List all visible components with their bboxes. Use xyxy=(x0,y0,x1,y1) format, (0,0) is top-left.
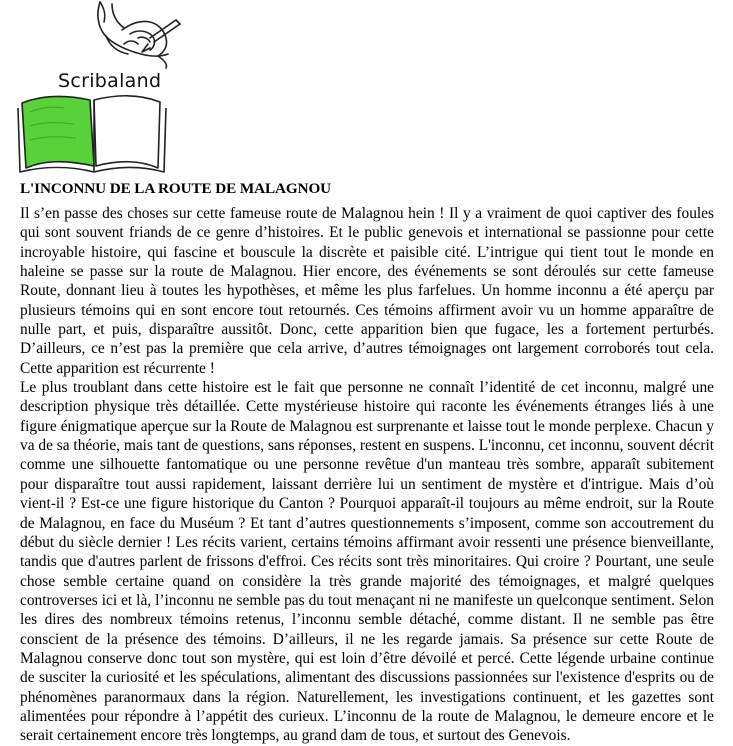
logo-text: Scribaland xyxy=(58,70,162,92)
paragraph-1: Il s’en passe des choses sur cette fameuse route de Malagnou hein ! Il y a vraiment de quoi captiver des foules qui sont souvent friands de ce genre d’histoires. Et le public genevois et international se passionne pour cette incroyable histoire, qui fascine et bouscule la discrète et paisible cité. L’intrigue qui tient tout le monde en haleine se passe sur la route de Malagnou. Hier encore, des événements se sont déroulés sur cette fameuse Route, donnant lieu à toutes les hypothèses, et même les plus farfelues. Un homme inconnu a été aperçu par plusieurs témoins qui en sont encore tout retournés. Ces témoins affirment avoir vu un homme apparaître de nulle part, et puis, disparaître aussitôt. Donc, cette apparition bien que fugace, les a fortement perturbés. D’ailleurs, ce n’est pas la première que cela arrive, d’autres témoignages ont largement corroborés tout cela. Cette apparition est récurrente ! xyxy=(20,205,714,377)
article-title: L'INCONNU DE LA ROUTE DE MALAGNOU xyxy=(20,180,332,197)
paragraph-2: Le plus troublant dans cette histoire est le fait que personne ne connaît l’identité de cet inconnu, malgré une description physique très détaillée. Cette mystérieuse histoire qui raconte les événements étranges liés à une figure énigmatique aperçue sur la Route de Malagnou est surprenante et laisse tout le monde perplexe. Chacun y va de sa théorie, mais tant de questions, sans réponses, restent en suspens. L'inconnu, cet inconnu, souvent décrit comme une silhouette fantomatique ou une personne revêtue d'un manteau très sombre, apparaît subitement pour disparaître tout aussi rapidement, laissant derrière lui un sentiment de mystère et d'intrigue. Mais d’où vient-il ? Est-ce une figure historique du Canton ? Pourquoi apparaît-il toujours au même endroit, sur la Route de Malagnou, en face du Muséum ? Et tant d’autres questionnements s’imposent, comme son accoutrement du début du siècle dernier ! Les récits varient, certains témoins affirmant avoir ressenti une présence bienveillante, tandis que d'autres parlent de frissons d'effroi. Ces récits sont très minoritaires. Qui croire ? Pourtant, une seule chose semble certaine quand on considère la très grande majorité des témoignages, et malgré quelques controverses ici et là, l’inconnu ne semble pas du tout menaçant ni ne manifeste un quelconque sentiment. Selon les dires des nombreux témoins retenus, l’inconnu semble détaché, comme distant. Il ne semble pas être conscient de la présence des témoins. D’ailleurs, il ne les regarde jamais. Sa présence sur cette Route de Malagnou conserve donc tout son mystère, qui est loin d’être dévoilé et percé. Cette légende urbaine continue de susciter la curiosité et les spéculations, alimentant des discussions passionnées sur l'existence d'esprits ou de phénomènes paranormaux dans la région. Naturellement, les investigations continuent, et les gazettes sont alimentées pour répondre à l’appétit des curieux. L’inconnu de la route de Malagnou, le demeure encore et le serait certainement encore très longtemps, au grand dam de tous, et surtout des Genevois. xyxy=(20,379,714,745)
scribaland-logo xyxy=(0,0,190,178)
article-body xyxy=(20,204,714,746)
